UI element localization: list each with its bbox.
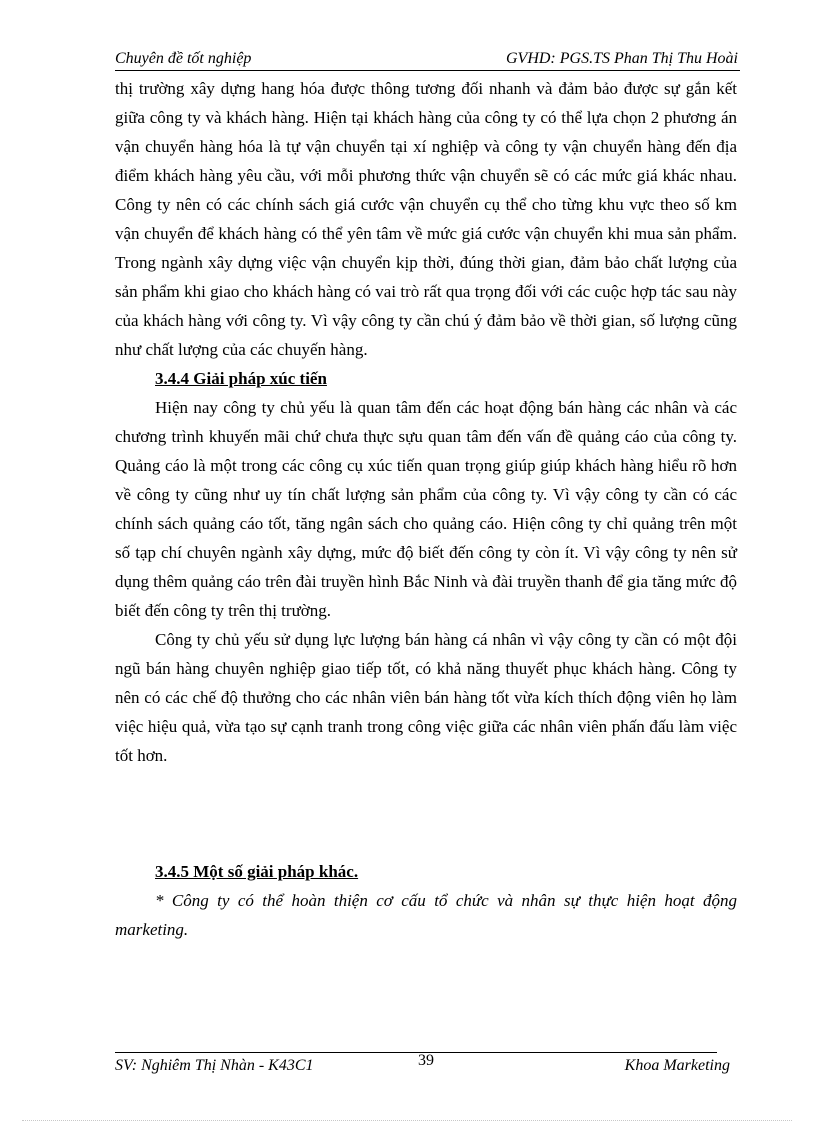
section-heading-other-solutions: 3.4.5 Một số giải pháp khác. bbox=[155, 862, 359, 881]
document-body bbox=[115, 74, 737, 944]
page-header bbox=[115, 46, 740, 71]
paragraph-transport: thị trường xây dựng hang hóa được thông tương đối nhanh và đảm bảo được sự gắn kết giữa công ty và khách hàng. Hiện tại khách hàng của công ty có thể lựa chọn 2 phương án vận chuyển hàng hóa là tự vận chuyển tại xí nghiệp và công ty vận chuyển hàng đến địa điểm khách hàng yêu cầu, với mỗi phương thức vận chuyển sẽ có các mức giá khác nhau. Công ty nên có các chính sách giá cước vận chuyển cụ thể cho từng khu vực theo số km vận chuyển để khách hàng có thể yên tâm về mức giá cước vận chuyển khi mua sản phẩm. Trong ngành xây dựng việc vận chuyển kịp thời, đúng thời gian, đảm bảo chất lượng của sản phẩm khi giao cho khách hàng có vai trò rất qua trọng đối với các cuộc hợp tác sau này của khách hàng với công ty. Vì vậy công ty cần chú ý đảm bảo về thời gian, số lượng cũng như chất lượng của các chuyến hàng. bbox=[115, 79, 737, 359]
header-supervisor: GVHD: PGS.TS Phan Thị Thu Hoài bbox=[505, 50, 738, 67]
footer-divider bbox=[115, 1052, 717, 1053]
page-number: 39 bbox=[418, 1052, 434, 1069]
footer-faculty: Khoa Marketing bbox=[624, 1057, 730, 1074]
paragraph-organization: * Công ty có thể hoàn thiện cơ cấu tổ chức và nhân sự thực hiện hoạt động marketing. bbox=[115, 891, 737, 939]
section-heading-promotion: 3.4.4 Giải pháp xúc tiến bbox=[155, 369, 327, 388]
paragraph-advertising: Hiện nay công ty chủ yếu là quan tâm đến các hoạt động bán hàng các nhân và các chương trình khuyến mãi chứ chưa thực sựu quan tâm đến vấn đề quảng cáo của công ty. Quảng cáo là một trong các công cụ xúc tiến quan trọng giúp giúp khách hàng hiểu rõ hơn về công ty cũng như uy tín chất lượng sản phẩm của công ty. Vì vậy công ty cần có các chính sách quảng cáo tốt, tăng ngân sách cho quảng cáo. Hiện công ty chỉ quảng trên một số tạp chí chuyên ngành xây dựng, mức độ biết đến công ty còn ít. Vì vậy công ty nên sử dụng thêm quảng cáo trên đài truyền hình Bắc Ninh và đài truyền thanh để gia tăng mức độ biết đến công ty trên thị trường. bbox=[115, 398, 737, 620]
header-title: Chuyên đề tốt nghiệp bbox=[115, 50, 252, 67]
blank-space bbox=[115, 770, 737, 857]
page-footer bbox=[115, 1052, 730, 1079]
footer-student: SV: Nghiêm Thị Nhàn - K43C1 bbox=[115, 1057, 314, 1074]
paragraph-sales-force: Công ty chủ yếu sử dụng lực lượng bán hàng cá nhân vì vậy công ty cần có một đội ngũ bán hàng chuyên nghiệp giao tiếp tốt, có khả năng thuyết phục khách hàng. Công ty nên có các chế độ thưởng cho các nhân viên bán hàng tốt vừa kích thích động viên họ làm việc hiệu quả, vừa tạo sự cạnh tranh trong công việc giữa các nhân viên phấn đấu làm việc tốt hơn. bbox=[115, 630, 737, 765]
page-bottom-border bbox=[22, 1120, 792, 1121]
